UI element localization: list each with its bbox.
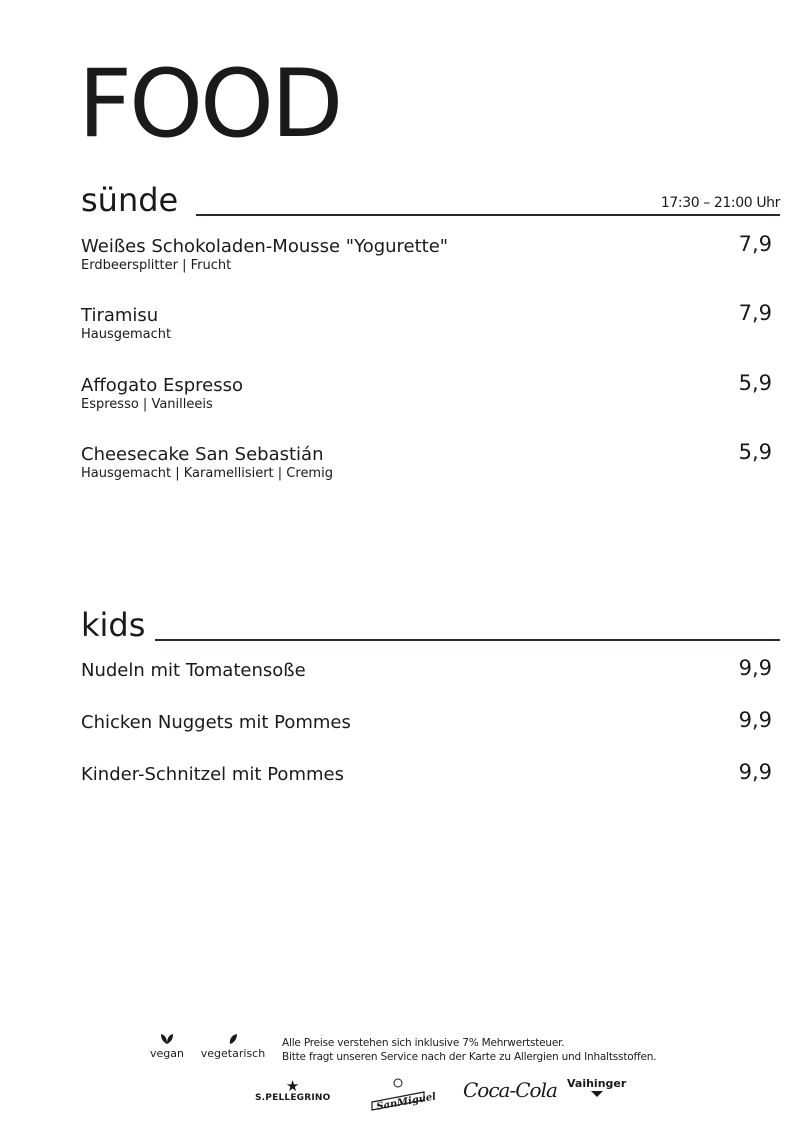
vegan-label: vegan [150, 1047, 184, 1060]
star-icon: ★ [285, 1077, 300, 1095]
coca-cola-logo: Coca-Cola [463, 1078, 557, 1102]
menu-item [81, 760, 772, 786]
vat-note: Alle Preise verstehen sich inklusive 7% Mehrwertsteuer. [282, 1037, 565, 1049]
triangle-icon [591, 1091, 603, 1097]
san-miguel-logo [370, 1078, 437, 1116]
item-price: 9,9 [738, 656, 772, 680]
menu-item [81, 301, 772, 343]
serving-time: 17:30 – 21:00 Uhr [660, 195, 780, 211]
pellegrino-logo: ★ S.PELLEGRINO [255, 1077, 331, 1103]
svg-text:SanMiguel: SanMiguel [375, 1091, 437, 1113]
section-title: sünde [81, 181, 179, 219]
section-header-kids [81, 601, 780, 644]
page-title: FOOD [78, 50, 341, 159]
item-name: Weißes Schokoladen-Mousse "Yogurette" [81, 236, 449, 257]
menu-item [81, 371, 772, 413]
item-price: 5,9 [738, 371, 772, 395]
vaihinger-logo: Vaihinger [567, 1077, 626, 1097]
vegetarian-label: vegetarisch [200, 1047, 266, 1060]
section-divider [155, 639, 780, 641]
item-name: Cheesecake San Sebastián [81, 444, 324, 465]
vegetarian-icon [228, 1033, 238, 1045]
item-description: Erdbeersplitter | Frucht [81, 258, 232, 273]
section-title: kids [81, 606, 146, 644]
menu-item [81, 656, 772, 682]
section-header-suende [81, 176, 780, 219]
item-name: Chicken Nuggets mit Pommes [81, 712, 351, 733]
item-name: Kinder-Schnitzel mit Pommes [81, 764, 344, 785]
item-description: Hausgemacht | Karamellisiert | Cremig [81, 466, 333, 481]
item-price: 5,9 [738, 440, 772, 464]
vegan-legend [146, 1033, 188, 1060]
menu-item [81, 708, 772, 734]
allergy-note: Bitte fragt unseren Service nach der Karte zu Allergien und Inhaltsstoffen. [282, 1051, 657, 1063]
item-name: Affogato Espresso [81, 375, 243, 396]
item-name: Nudeln mit Tomatensoße [81, 660, 306, 681]
item-price: 7,9 [738, 232, 772, 256]
item-price: 9,9 [738, 760, 772, 784]
item-price: 7,9 [738, 301, 772, 325]
footer-notes [282, 1036, 656, 1064]
section-divider [196, 214, 780, 216]
item-name: Tiramisu [81, 305, 159, 326]
item-description: Espresso | Vanilleeis [81, 397, 213, 412]
vegetarian-legend [198, 1033, 268, 1060]
item-price: 9,9 [738, 708, 772, 732]
item-description: Hausgemacht [81, 327, 172, 342]
menu-item [81, 232, 772, 274]
menu-item [81, 440, 772, 482]
vegan-icon [160, 1033, 174, 1045]
